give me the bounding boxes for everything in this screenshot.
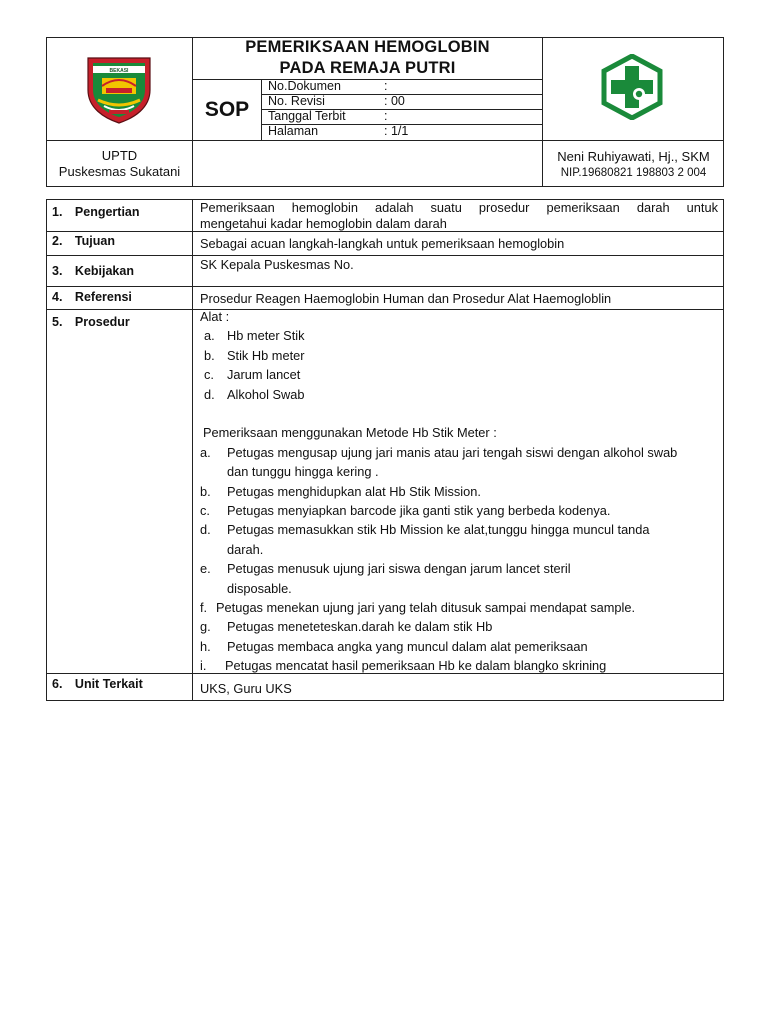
row-label: Kebijakan: [74, 264, 134, 278]
pengertian-line-2: mengetahui kadar hemoglobin dalam darah: [200, 216, 447, 231]
meta-value: : 1/1: [384, 124, 409, 138]
document-title: [193, 37, 542, 79]
kabupaten-logo: [84, 52, 154, 124]
row-label: Unit Terkait: [74, 677, 143, 691]
list-marker: e.: [200, 561, 211, 577]
meta-value: :: [384, 109, 388, 123]
organization-name: [47, 141, 192, 187]
row-label-referensi: [52, 290, 188, 304]
health-cross-icon: [599, 54, 665, 120]
meta-row: [268, 124, 538, 139]
list-marker: b.: [204, 347, 215, 363]
list-marker: c.: [204, 367, 214, 383]
row-label-pengertian: [52, 205, 188, 219]
row-label-unit-terkait: [52, 677, 188, 691]
row-label-kebijakan: [52, 264, 188, 278]
org-line-1: UPTD: [101, 148, 138, 163]
row-label: Referensi: [74, 290, 132, 304]
list-item: [204, 385, 720, 404]
meta-row: [268, 109, 538, 124]
meta-label: No. Revisi: [268, 94, 325, 108]
alat-title: Alat :: [200, 309, 230, 324]
list-text: Petugas meneteteskan.darah ke dalam stik Hb: [227, 619, 493, 635]
signer-nip: NIP.19680821 198803 2 004: [560, 167, 707, 179]
title-line-2: PADA REMAJA PUTRI: [279, 59, 456, 77]
alat-list: [200, 326, 720, 404]
list-marker: c.: [200, 503, 210, 519]
list-item: [200, 520, 720, 539]
row-label: Pengertian: [74, 205, 140, 219]
prosedur-content: [200, 307, 720, 676]
list-marker: a.: [200, 444, 211, 460]
steps-list: [200, 443, 720, 676]
list-item: [200, 559, 720, 578]
row-number: 3.: [52, 264, 63, 278]
list-text: Stik Hb meter: [227, 347, 305, 363]
row-number: 2.: [52, 234, 63, 248]
list-text: Petugas memasukkan stik Hb Mission ke alat,tunggu hingga muncul tanda: [227, 522, 650, 538]
list-marker: f.: [200, 600, 208, 616]
list-item: [200, 501, 720, 520]
row-number: 4.: [52, 290, 63, 304]
tujuan-text: Sebagai acuan langkah-langkah untuk pemeriksaan hemoglobin: [200, 236, 565, 251]
meta-label: Tanggal Terbit: [268, 109, 346, 123]
title-line-1: PEMERIKSAAN HEMOGLOBIN: [245, 38, 490, 56]
unit-terkait-text: UKS, Guru UKS: [200, 681, 292, 696]
list-item: [200, 617, 720, 636]
list-marker: g.: [200, 619, 211, 635]
list-item: [204, 346, 720, 365]
list-text: Petugas mengusap ujung jari manis atau jari tengah siswi dengan alkohol swab: [227, 444, 678, 460]
row-number: 1.: [52, 205, 63, 219]
list-text-cont: dan tunggu hingga kering .: [227, 464, 379, 480]
list-item: [200, 637, 720, 656]
list-text: Alkohol Swab: [227, 386, 305, 402]
list-item: [200, 443, 720, 462]
list-text: Petugas menekan ujung jari yang telah ditusuk sampai mendapat sample.: [216, 600, 635, 616]
meta-label: Halaman: [268, 124, 319, 138]
logo-ribbon-text: BEKASI: [109, 68, 129, 74]
list-text: Petugas menyiapkan barcode jika ganti stik yang berbeda kodenya.: [227, 503, 611, 519]
meta-row: [268, 79, 538, 94]
pengertian-text: [200, 200, 718, 232]
list-text: Hb meter Stik: [227, 328, 305, 344]
list-item: [204, 326, 720, 345]
row-label-tujuan: [52, 234, 188, 248]
sop-label: SOP: [204, 98, 250, 121]
list-marker: h.: [200, 638, 211, 654]
list-text: Petugas mencatat hasil pemeriksaan Hb ke dalam blangko skrining: [225, 658, 607, 674]
row-line: [46, 286, 724, 287]
list-text: Petugas membaca angka yang muncul dalam alat pemeriksaan: [227, 638, 588, 654]
meta-value: :: [384, 79, 388, 93]
pengertian-line-1: Pemeriksaan hemoglobin adalah suatu prosedur pemeriksaan darah untuk: [200, 200, 718, 215]
row-label: Tujuan: [74, 234, 115, 248]
list-marker: d.: [200, 522, 211, 538]
row-number: 6.: [52, 677, 63, 691]
list-marker: b.: [200, 483, 211, 499]
list-marker: i.: [200, 658, 207, 674]
row-line: [46, 255, 724, 256]
list-text-cont: disposable.: [227, 580, 292, 596]
list-text: Petugas menghidupkan alat Hb Stik Mission.: [227, 483, 481, 499]
list-item: [200, 656, 720, 675]
list-item: [200, 482, 720, 501]
list-text-cont: darah.: [227, 541, 264, 557]
signer-name: Neni Ruhiyawati, Hj., SKM: [557, 149, 710, 164]
list-marker: d.: [204, 386, 215, 402]
signer-block: [543, 141, 724, 187]
list-text: Petugas menusuk ujung jari siswa dengan jarum lancet steril: [227, 561, 571, 577]
meta-label: No.Dokumen: [268, 79, 341, 93]
shield-emblem-icon: [84, 52, 154, 124]
list-item: [200, 598, 720, 617]
row-label-prosedur: [52, 315, 188, 329]
meta-value: : 00: [384, 94, 405, 108]
row-number: 5.: [52, 315, 63, 329]
list-marker: a.: [204, 328, 215, 344]
puskesmas-logo: [599, 54, 665, 120]
table-column-divider: [192, 199, 193, 701]
row-label: Prosedur: [74, 315, 130, 329]
org-line-2: Puskesmas Sukatani: [58, 164, 181, 179]
meta-row: [268, 94, 538, 109]
list-item: [204, 365, 720, 384]
list-text: Jarum lancet: [227, 367, 301, 383]
referensi-text: Prosedur Reagen Haemoglobin Human dan Prosedur Alat Haemogloblin: [200, 291, 612, 306]
metode-title: Pemeriksaan menggunakan Metode Hb Stik Meter :: [203, 425, 497, 441]
kebijakan-text: SK Kepala Puskesmas No.: [200, 257, 354, 272]
